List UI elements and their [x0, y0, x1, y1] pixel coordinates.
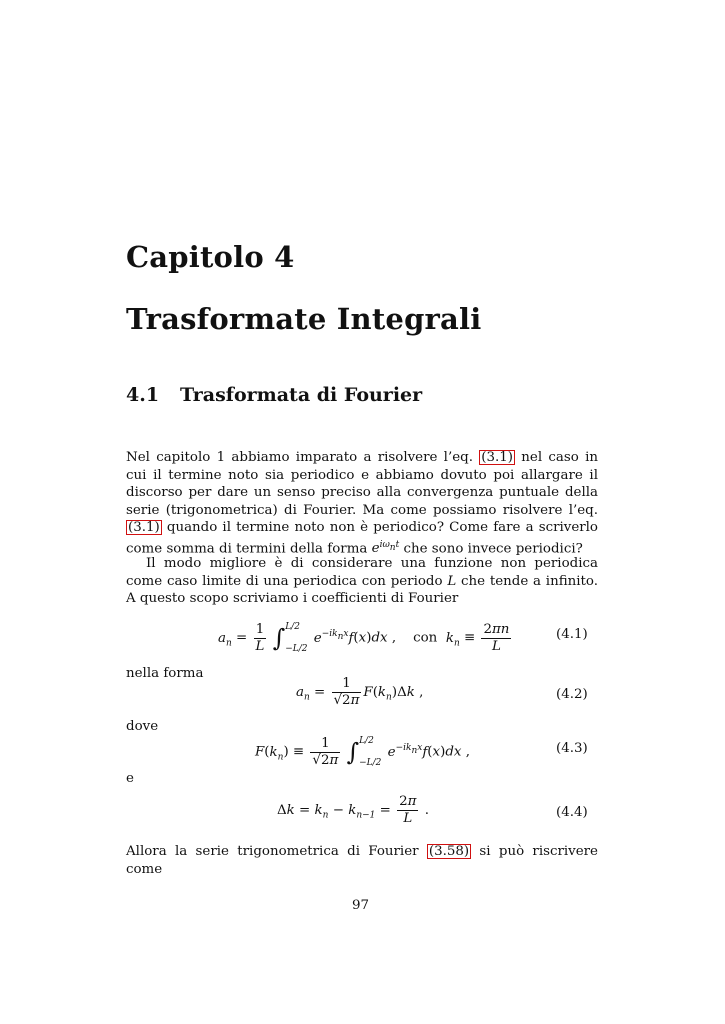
paragraph-last: [126, 843, 598, 878]
equation-4-4: $\Delta k = k_n - k_{n-1}$ = $\frac{2\pi}{L}$ .: [277, 794, 429, 826]
chapter-title: Trasformate Integrali: [126, 302, 482, 336]
equation-link[interactable]: (3.1): [128, 520, 160, 536]
chapter-number-heading: Capitolo 4: [126, 240, 295, 274]
paragraph-text: Allora la serie trigonometrica di Fourier: [126, 844, 427, 859]
paragraph-text: si può riscrivere come: [126, 844, 598, 877]
label-nella-forma: nella forma: [126, 666, 204, 681]
section-number: 4.1: [126, 384, 160, 406]
equation-4-3: $F(k_n)$ ≡ $\frac{1}{√2\pi}$ ∫ L/2 −L/2 $e^{-ik_nx}f(x)dx$ ,: [255, 735, 470, 768]
paragraph-text: quando il termine noto non è periodico? Come fare a scriverlo come somma di termini della forma: [126, 520, 598, 557]
inline-math: $e^{i\omega_nt}$: [371, 539, 400, 557]
equation-link[interactable]: (3.58): [428, 844, 470, 859]
paragraph-text: Nel capitolo 1 abbiamo imparato a risolvere l’eq.: [126, 450, 480, 465]
section-heading: [126, 384, 422, 406]
page-number: 97: [352, 898, 370, 913]
equation-number: (4.2): [556, 687, 588, 702]
inline-math: L: [447, 573, 457, 589]
equation-number: (4.4): [556, 805, 588, 820]
label-dove: dove: [126, 719, 159, 734]
paragraph-text: nel caso in cui il termine noto sia periodico e abbiamo dovuto poi allargare il discorso per dare un senso preciso alla convergenza puntuale della serie (trigonometrica) di Fourier. Ma come possiamo risolvere l’eq.: [126, 450, 598, 518]
paragraph-text: che tende a infinito. A questo scopo scriviamo i coefficienti di Fourier: [126, 573, 598, 607]
paragraph-text: Il modo migliore è di considerare una funzione non periodica come caso limite di una periodica con periodo: [126, 556, 598, 589]
paragraph-intro: [126, 449, 598, 558]
equation-text: con: [413, 630, 438, 646]
paragraph-text: che sono invece periodici?: [399, 541, 583, 557]
equation-number: (4.1): [556, 627, 588, 642]
equation-number: (4.3): [556, 741, 588, 756]
label-e: e: [126, 771, 134, 786]
equation-4-2: $a_n$ = $\frac{1}{√2\pi}$ $F(k_n)\Delta k$ ,: [296, 676, 424, 708]
paragraph-limit: [126, 555, 598, 608]
equation-4-1: $a_n$ = $\frac{1}{L}$ ∫ L/2 −L/2 $e^{-ik_nx}f(x)dx$ , con $k_n$ ≡ $\frac{2\pi n}{L}$: [218, 621, 510, 654]
equation-link[interactable]: (3.1): [481, 450, 514, 465]
section-title: Trasformata di Fourier: [180, 384, 423, 406]
